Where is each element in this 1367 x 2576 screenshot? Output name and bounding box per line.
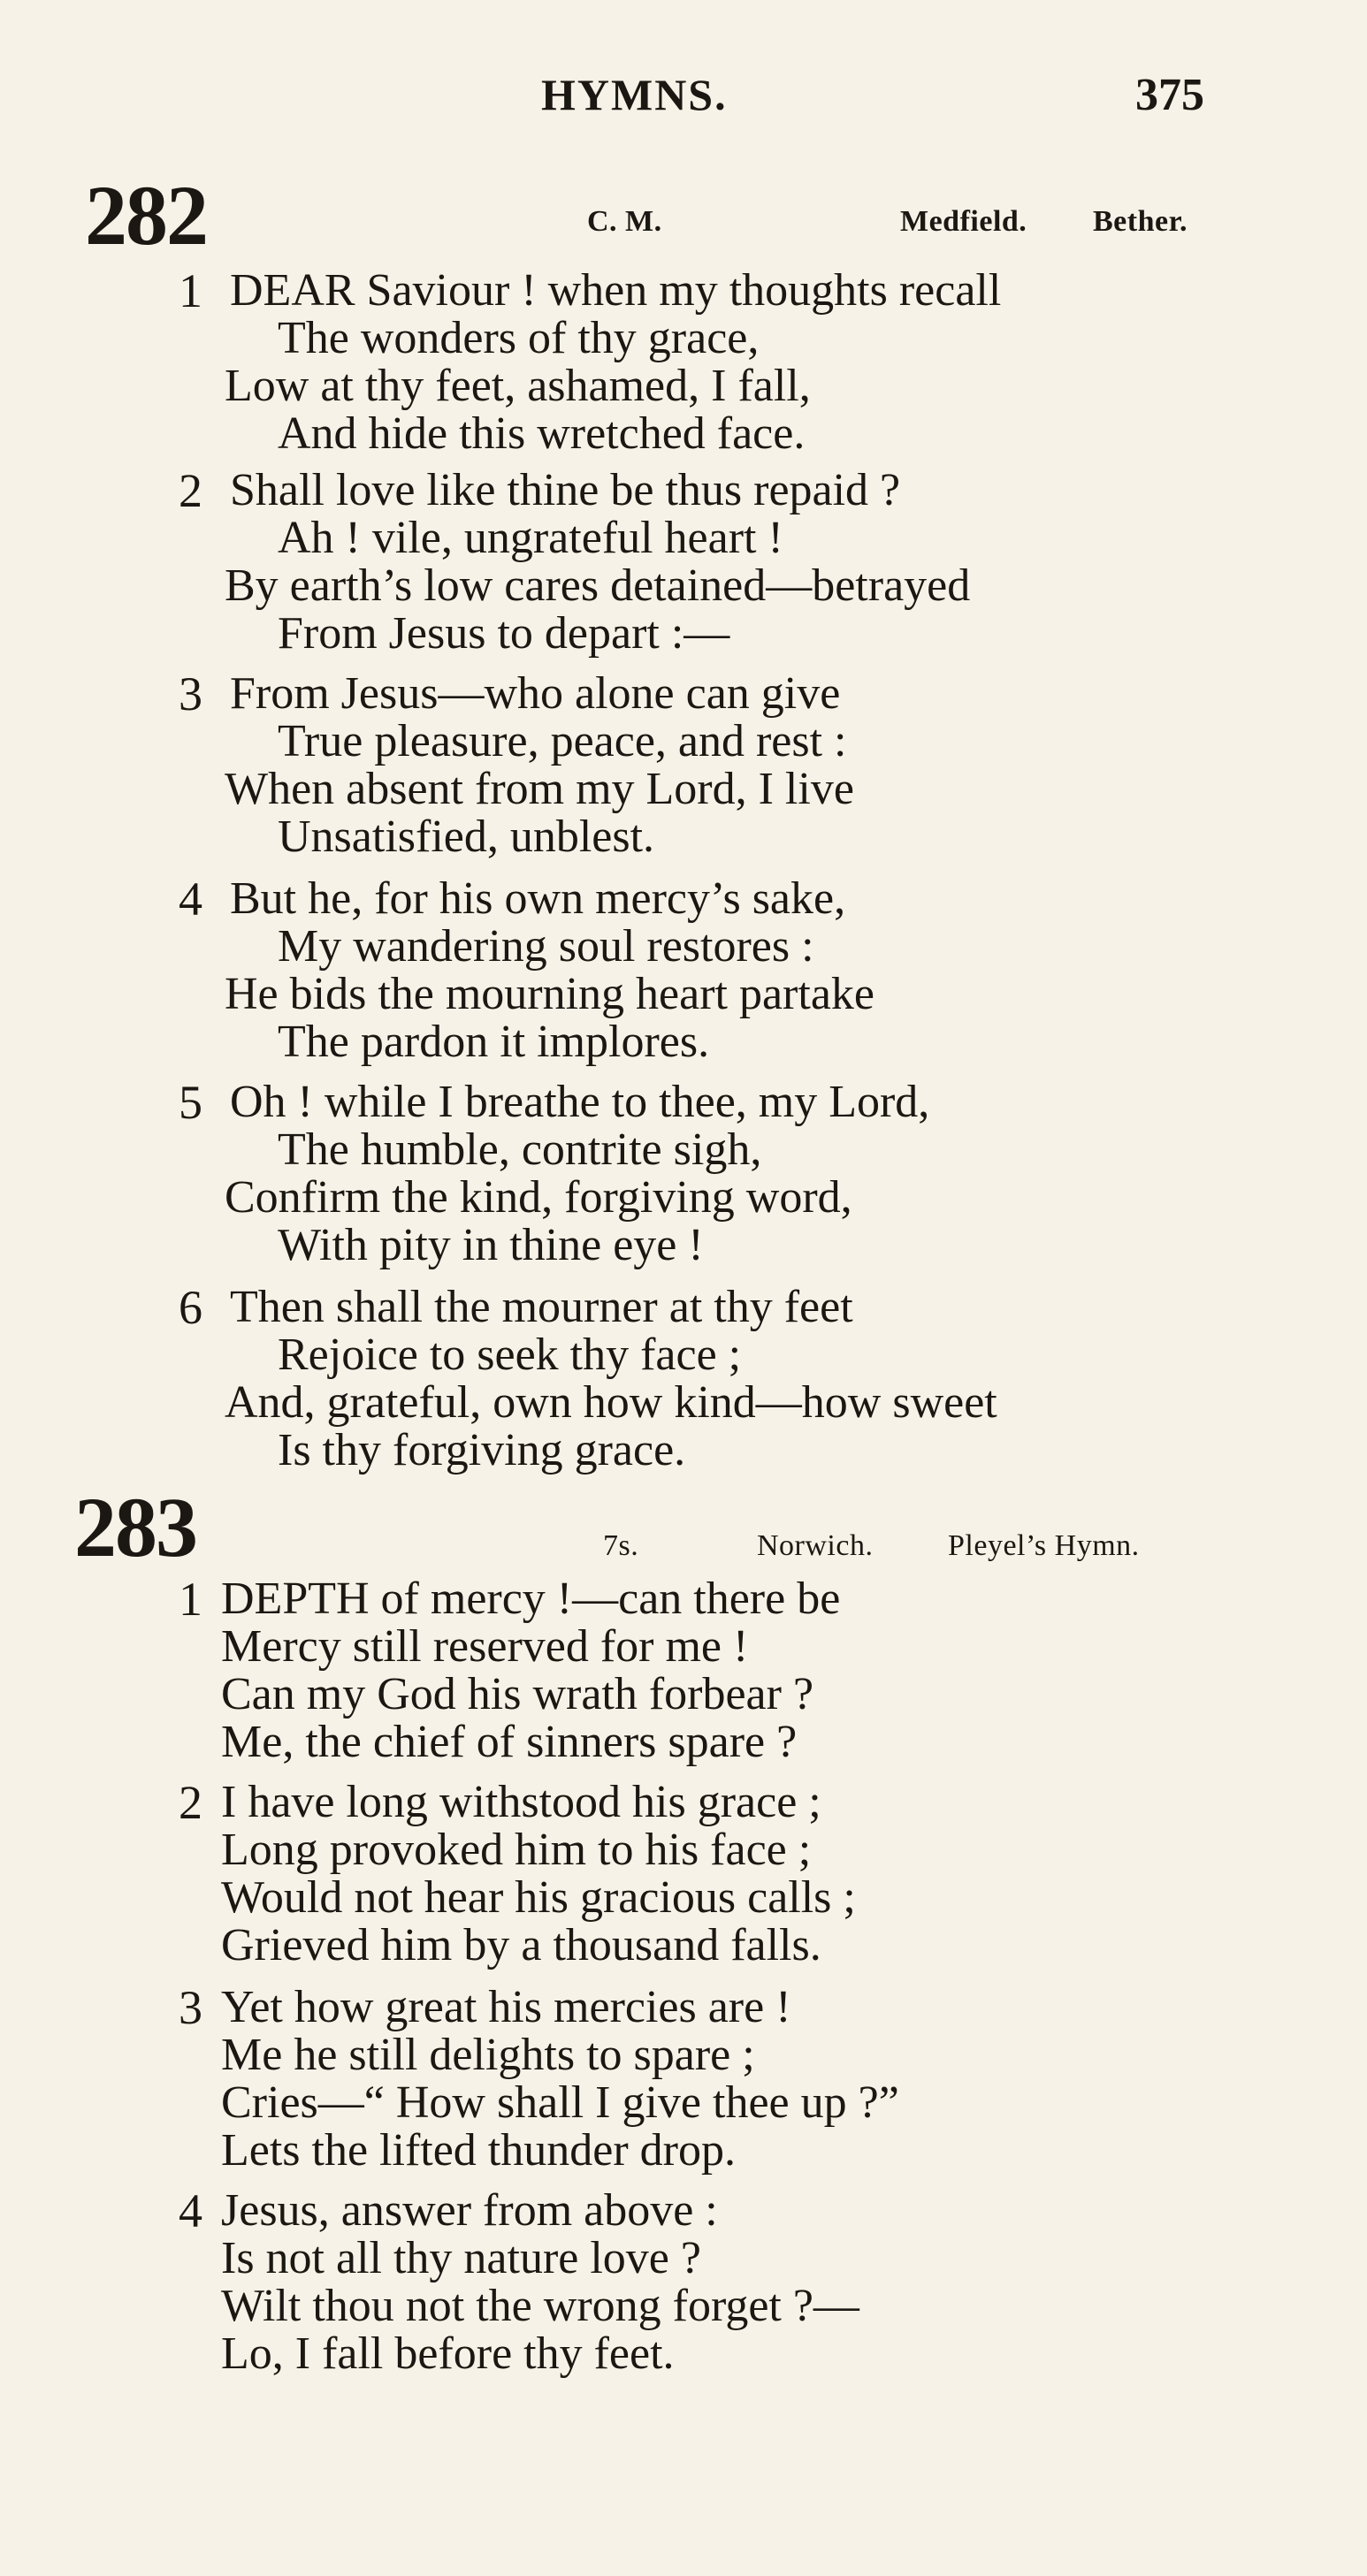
verse-line: Lo, I fall before thy feet. [221,2328,675,2379]
verse-line: Me, the chief of sinners spare ? [221,1717,798,1767]
verse-line: Is thy forgiving grace. [278,1425,686,1475]
verse-line: Confirm the kind, forgiving word, [225,1172,852,1223]
verse-line: DEAR Saviour ! when my thoughts recall [230,265,1002,316]
page-number: 375 [1135,70,1204,120]
stanza-number: 5 [179,1076,202,1129]
stanza-number: 6 [179,1281,202,1334]
running-title: HYMNS. [541,70,728,119]
verse-line: Oh ! while I breathe to thee, my Lord, [230,1077,930,1127]
verse-line: Lets the lifted thunder drop. [221,2125,736,2176]
stanza-number: 3 [179,667,202,720]
verse-line: He bids the mourning heart partake [225,969,874,1019]
verse-line: Mercy still reserved for me ! [221,1621,749,1672]
verse-line: From Jesus to depart :— [278,608,730,659]
verse-line: The wonders of thy grace, [278,313,760,363]
hymn-number: 283 [74,1480,196,1574]
verse-line: Grieved him by a thousand falls. [221,1920,821,1970]
verse-line: Wilt thou not the wrong forget ?— [221,2281,859,2331]
verse-line: But he, for his own mercy’s sake, [230,873,846,924]
stanza-number: 2 [179,1776,202,1829]
hymn-tune-1: Norwich. [757,1529,874,1562]
hymn-meter: C. M. [587,205,662,238]
hymn-tune-1: Medfield. [900,205,1027,238]
verse-line: Cries—“ How shall I give thee up ?” [221,2077,899,2128]
verse-line: Long provoked him to his face ; [221,1825,812,1875]
verse-line: And hide this wretched face. [278,408,806,459]
verse-line: The humble, contrite sigh, [278,1124,762,1175]
verse-line: Ah ! vile, ungrateful heart ! [278,513,783,563]
stanza-number: 3 [179,1981,202,2034]
verse-line: My wandering soul restores : [278,921,814,972]
verse-line: I have long withstood his grace ; [221,1777,821,1827]
verse-line: Would not hear his gracious calls ; [221,1872,856,1923]
verse-line: Yet how great his mercies are ! [221,1982,791,2032]
verse-line: Jesus, answer from above : [221,2185,718,2236]
verse-line: Me he still delights to spare ; [221,2030,755,2080]
verse-line: With pity in thine eye ! [278,1220,704,1270]
verse-line: Can my God his wrath forbear ? [221,1669,814,1719]
stanza-number: 2 [179,464,202,517]
verse-line: Unsatisfied, unblest. [278,812,655,862]
stanza-number: 4 [179,2184,202,2237]
verse-line: Shall love like thine be thus repaid ? [230,465,901,515]
stanza-number: 1 [179,264,202,317]
hymn-tune-2: Pleyel’s Hymn. [948,1529,1140,1562]
hymn-tune-2: Bether. [1093,205,1188,238]
verse-line: By earth’s low cares detained—betrayed [225,560,971,611]
stanza-number: 4 [179,873,202,926]
hymn-meter: 7s. [603,1529,639,1562]
verse-line: Rejoice to seek thy face ; [278,1330,742,1380]
verse-line: The pardon it implores. [278,1017,710,1067]
verse-line: Is not all thy nature love ? [221,2233,701,2283]
stanza-number: 1 [179,1573,202,1626]
verse-line: From Jesus—who alone can give [230,668,841,719]
verse-line: DEPTH of mercy !—can there be [221,1574,841,1624]
running-head [0,69,1367,131]
verse-line: And, grateful, own how kind—how sweet [225,1377,997,1428]
hymn-number: 282 [85,168,207,263]
verse-line: Then shall the mourner at thy feet [230,1282,853,1332]
verse-line: True pleasure, peace, and rest : [278,716,847,766]
verse-line: When absent from my Lord, I live [225,764,854,814]
verse-line: Low at thy feet, ashamed, I fall, [225,361,811,411]
